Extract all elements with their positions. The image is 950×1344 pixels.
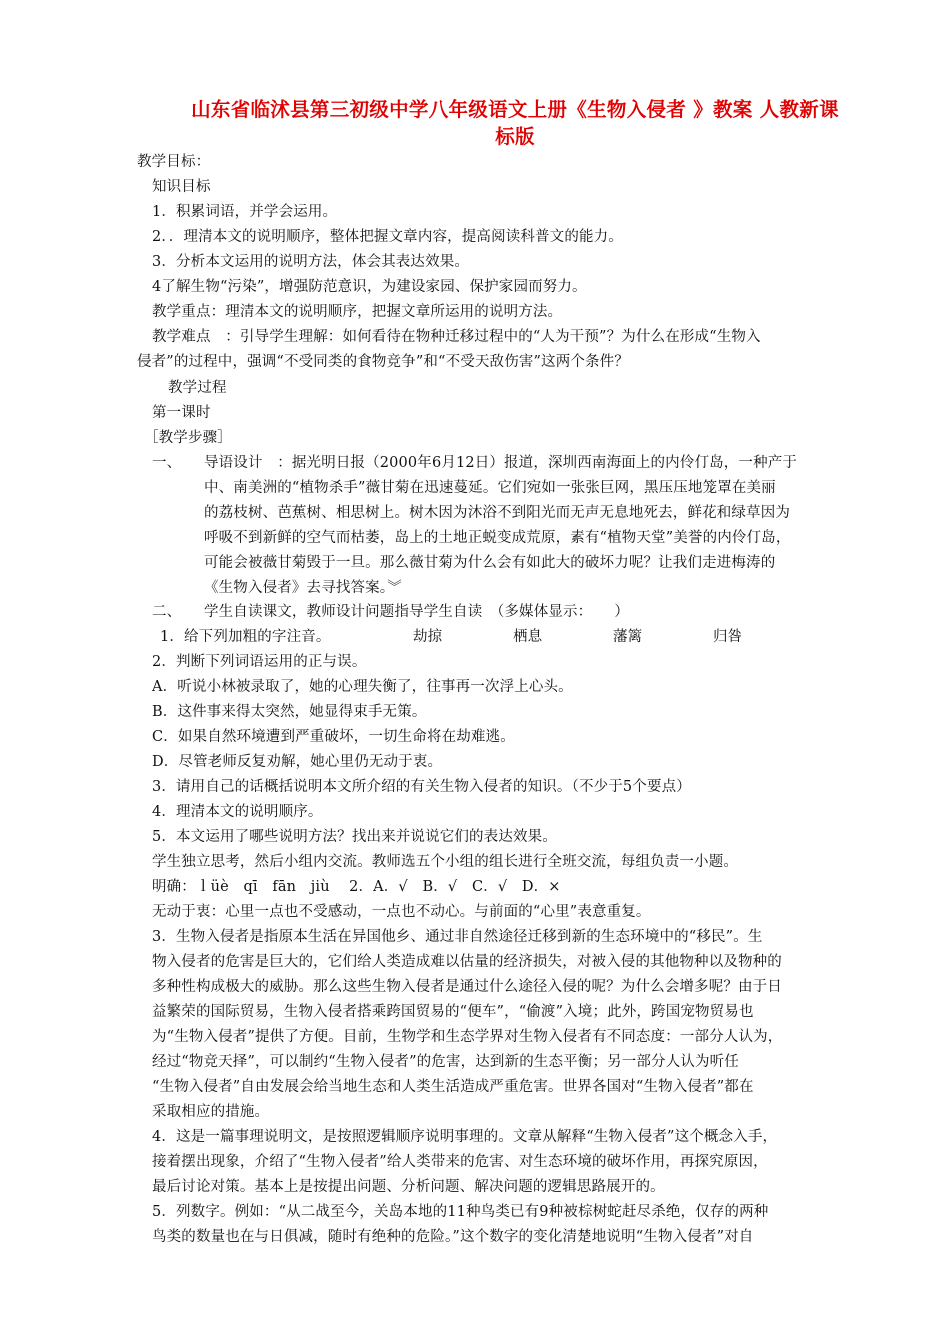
question-2: 2．判断下列词语运用的正与误。 [152,654,367,670]
step-2-text: 学生自读课文，教师设计问题指导学生自读 （多媒体显示： ） [204,604,629,620]
title-line-1: 山东省临沭县第三初级中学八年级语文上册《生物入侵者 》教案 人教新课 [191,98,839,121]
goal-item-2: 2．．理清本文的说明顺序，整体把握文章内容，提高阅读科普文的能力。 [152,229,623,245]
step-1-line-1: 导语设计 ：据光明日报（2000年6月12日）报道，深圳西南海面上的内伶仃岛，一种产于 [204,455,798,471]
pinyin-word: 劫掠 [413,629,443,645]
answer-line-1: 明确：ｌüè qī fān jiù 2．A．√ B．√ C．√ D．× [152,879,561,895]
lesson-label: 第一课时 [152,405,211,421]
question-4: 4．理清本文的说明顺序。 [152,804,323,820]
activity-note: 学生独立思考，然后小组内交流。教师选五个小组的组长进行全班交流，每组负责一小题。 [152,854,738,870]
answer-3-line-2: 物入侵者的危害是巨大的，它们给人类造成难以估量的经济损失，对被入侵的其他物种以及物种的 [152,954,782,970]
pinyin-word: 藩篱 [613,629,643,645]
step-1-number: 一、 [152,455,182,471]
goal-item-4: 4了解生物“污染”，增强防范意识，为建设家园、保护家园而努力。 [152,279,587,295]
title-line-2: 标版 [495,125,535,148]
step-1-line-3: 的荔枝树、芭蕉树、相思树上。树木因为沐浴不到阳光而无声无息地死去，鲜花和绿草因为 [204,505,790,521]
step-1-line-6: 《生物入侵者》去寻找答案。︾ [204,580,402,596]
answer-3-line-4: 益繁荣的国际贸易，生物入侵者搭乘跨国贸易的“便车”，“偷渡”入境；此外，跨国宠物贸易也 [152,1004,754,1020]
step-2-number: 二、 [152,604,182,620]
option-b: B．这件事来得太突然，她显得束手无策。 [152,704,427,720]
teaching-focus: 教学重点：理清本文的说明顺序，把握文章所运用的说明方法。 [152,304,563,320]
question-3: 3．请用自己的话概括说明本文所介绍的有关生物入侵者的知识。（不少于5个要点） [152,779,691,795]
option-a: A．听说小林被录取了，她的心理失衡了，往事再一次浮上心头。 [152,679,573,695]
teaching-difficulty-line-1: 教学难点 ：引导学生理解：如何看待在物种迁移过程中的“人为干预”？为什么在形成“生物入 [152,329,761,345]
step-1-line-5: 可能会被薇甘菊毁于一旦。那么薇甘菊为什么会有如此大的破坏力呢？让我们走进梅涛的 [204,555,776,571]
question-1: 1．给下列加粗的字注音。 [160,629,331,645]
knowledge-goals-heading: 知识目标 [152,179,211,195]
step-1-line-2: 中、南美洲的“植物杀手”薇甘菊在迅速蔓延。它们宛如一张张巨网，黑压压地笼罩在美丽 [204,480,776,496]
answer-3-line-6: 经过“物竞天择”，可以制约“生物入侵者”的危害，达到新的生态平衡；另一部分人认为听任 [152,1054,739,1070]
answer-3-line-7: “生物入侵者”自由发展会给当地生态和人类生活造成严重危害。世界各国对“生物入侵者”都在 [152,1079,754,1095]
answer-3-line-5: 为“生物入侵者”提供了方便。目前，生物学和生态学界对生物入侵者有不同态度：一部分人认为， [152,1029,783,1045]
answer-5-line-1: 5．列数字。例如：“从二战至今，关岛本地的11种鸟类已有9种被棕树蛇赶尽杀绝，仅存的两种 [152,1204,769,1220]
teaching-goals-heading: 教学目标： [137,154,211,170]
answer-3-line-3: 多种性构成极大的威胁。那么这些生物入侵者是通过什么途径入侵的呢？为什么会增多呢？由于日 [152,979,782,995]
goal-item-1: 1．积累词语，并学会运用。 [152,204,338,220]
option-c: C．如果自然环境遭到严重破坏，一切生命将在劫难逃。 [152,729,515,745]
option-d: D．尽管老师反复劝解，她心里仍无动于衷。 [152,754,443,770]
answer-4-line-3: 最后讨论对策。基本上是按提出问题、分析问题、解决问题的逻辑思路展开的。 [152,1179,665,1195]
answer-5-line-2: 鸟类的数量也在与日俱减，随时有绝种的危险。”这个数字的变化清楚地说明“生物入侵者”对自 [152,1229,754,1245]
steps-heading: ［教学步骤］ [144,430,232,446]
answer-4-line-2: 接着摆出现象，介绍了“生物入侵者”给人类带来的危害、对生态环境的破坏作用，再探究原因， [152,1154,768,1170]
teaching-difficulty-line-2: 侵者”的过程中，强调“不受同类的食物竞争”和“不受天敌伤害”这两个条件？ [137,354,629,370]
pinyin-word: 栖息 [513,629,543,645]
goal-item-3: 3．分析本文运用的说明方法，体会其表达效果。 [152,254,470,270]
question-5: 5．本文运用了哪些说明方法？找出来并说说它们的表达效果。 [152,829,557,845]
teaching-process-heading: 教学过程 [168,380,227,396]
answer-line-2: 无动于衷：心里一点也不受感动，一点也不动心。与前面的“心里”表意重复。 [152,904,651,920]
answer-3-line-1: 3．生物入侵者是指原本生活在异国他乡、通过非自然途径迁移到新的生态环境中的“移民”。生 [152,929,763,945]
pinyin-word: 归咎 [713,629,743,645]
answer-4-line-1: 4．这是一篇事理说明文，是按照逻辑顺序说明事理的。文章从解释“生物入侵者”这个概念入手， [152,1129,778,1145]
step-1-line-4: 呼吸不到新鲜的空气而枯萎，岛上的土地正蜕变成荒原，素有“植物天堂”美誉的内伶仃岛， [204,530,791,546]
answer-3-line-8: 采取相应的措施。 [152,1104,270,1120]
document-title [120,96,910,150]
